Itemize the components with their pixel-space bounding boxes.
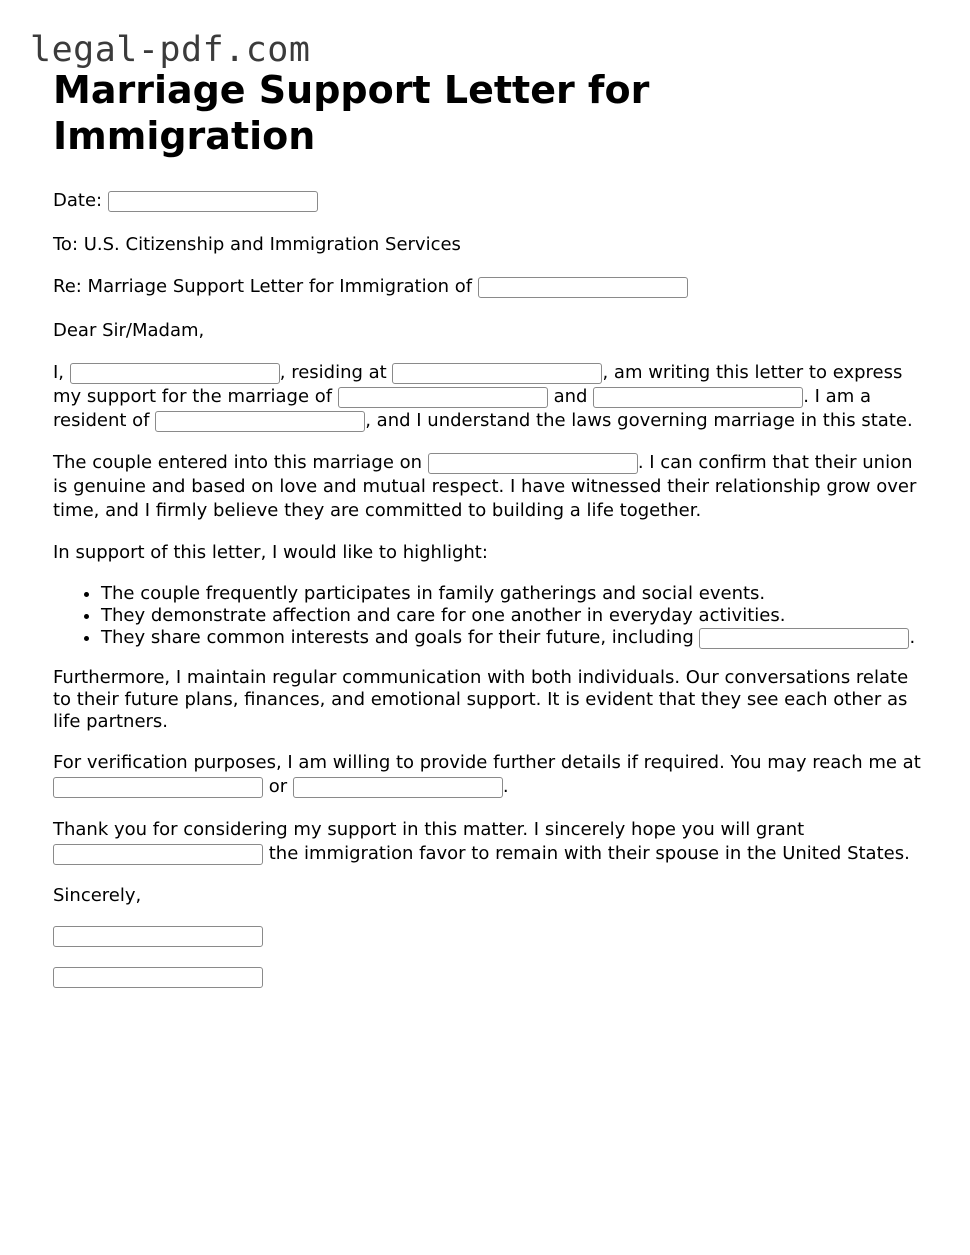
bullet-end: . bbox=[909, 627, 916, 648]
printed-name-field[interactable] bbox=[53, 967, 263, 988]
list-item: • They demonstrate affection and care for one another in everyday activities. bbox=[101, 605, 923, 627]
verification-paragraph bbox=[53, 751, 923, 799]
applicant-name-field[interactable] bbox=[478, 277, 688, 298]
bullet-text: They share common interests and goals for their future, including bbox=[101, 627, 694, 648]
date-line bbox=[53, 189, 923, 213]
signature-block bbox=[53, 926, 923, 947]
letter bbox=[53, 67, 923, 988]
contact-email-field[interactable] bbox=[293, 777, 503, 798]
to-line: To: U.S. Citizenship and Immigration Services bbox=[53, 234, 461, 255]
support-intro: In support of this letter, I would like to highlight: bbox=[53, 542, 488, 563]
list-item: • The couple frequently participates in family gatherings and social events. bbox=[101, 583, 923, 605]
spouse-one-field[interactable] bbox=[338, 387, 548, 408]
closing: Sincerely, bbox=[53, 885, 142, 906]
communication-paragraph: Furthermore, I maintain regular communication with both individuals. Our conversations relate to their future plans, finances, and emotional support. It is evident that they see each other as life partners. bbox=[53, 667, 909, 732]
intro-and: and bbox=[553, 386, 588, 407]
intro-writing: , am writing this letter to express my support for the marriage of bbox=[53, 362, 903, 407]
printed-name-block bbox=[53, 967, 923, 988]
list-item bbox=[101, 627, 923, 649]
thanks-paragraph bbox=[53, 818, 923, 866]
shared-goals-field[interactable] bbox=[699, 628, 909, 649]
writer-address-field[interactable] bbox=[392, 363, 602, 384]
beneficiary-name-field[interactable] bbox=[53, 844, 263, 865]
salutation: Dear Sir/Madam, bbox=[53, 320, 205, 341]
intro-resident: . I am a resident of bbox=[53, 386, 871, 431]
re-label: Re: Marriage Support Letter for Immigration of bbox=[53, 276, 473, 297]
marriage-paragraph bbox=[53, 451, 923, 523]
entered-after: . I can confirm that their union is genuine and based on love and mutual respect. I have witnessed their relationship grow over time, and I firmly believe they are committed to building a life together. bbox=[53, 452, 917, 521]
intro-laws: , and I understand the laws governing marriage in this state. bbox=[365, 410, 913, 431]
date-label: Date: bbox=[53, 190, 103, 211]
signature-field[interactable] bbox=[53, 926, 263, 947]
intro-i: I, bbox=[53, 362, 65, 383]
intro-residing: , residing at bbox=[279, 362, 387, 383]
verify-or: or bbox=[268, 776, 288, 797]
marriage-date-field[interactable] bbox=[428, 453, 638, 474]
writer-state-field[interactable] bbox=[155, 411, 365, 432]
support-list bbox=[53, 583, 923, 649]
verify-end: . bbox=[502, 776, 509, 797]
spouse-two-field[interactable] bbox=[593, 387, 803, 408]
writer-name-field[interactable] bbox=[70, 363, 280, 384]
verify-before: For verification purposes, I am willing to provide further details if required. You may reach me at bbox=[53, 752, 921, 773]
watermark: legal-pdf.com bbox=[30, 30, 311, 70]
thanks-before: Thank you for considering my support in this matter. I sincerely hope you will grant bbox=[53, 819, 805, 840]
intro-paragraph bbox=[53, 361, 923, 433]
thanks-after: the immigration favor to remain with their spouse in the United States. bbox=[268, 843, 910, 864]
page-title: Marriage Support Letter for Immigration bbox=[53, 68, 650, 158]
date-field[interactable] bbox=[108, 191, 318, 212]
entered-before: The couple entered into this marriage on bbox=[53, 452, 423, 473]
re-line bbox=[53, 275, 923, 299]
contact-phone-field[interactable] bbox=[53, 777, 263, 798]
